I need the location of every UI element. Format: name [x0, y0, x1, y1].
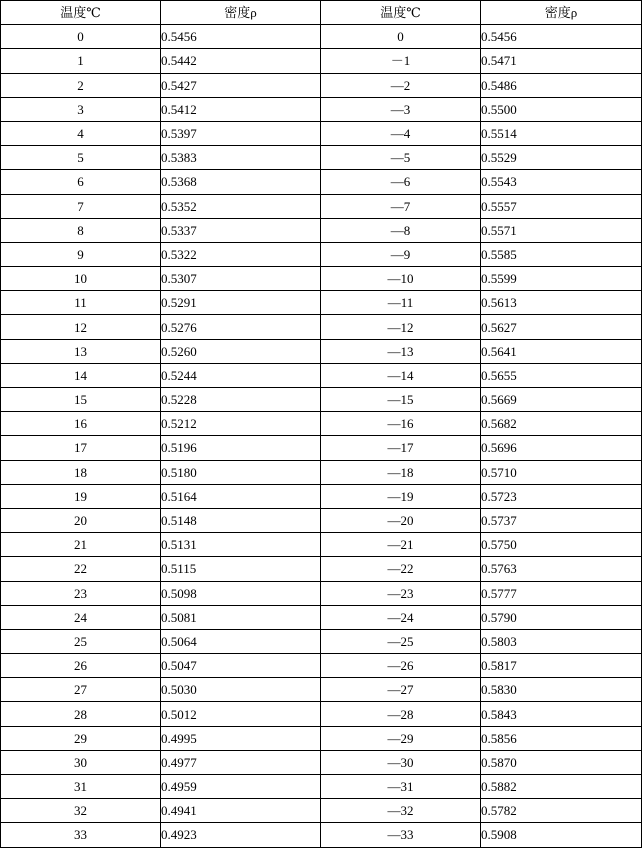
density-left-cell: 0.5030 — [161, 678, 321, 702]
temperature-positive-cell: 26 — [1, 654, 161, 678]
density-right-cell: 0.5486 — [481, 73, 642, 97]
density-right-cell: 0.5696 — [481, 436, 642, 460]
density-right-cell: 0.5655 — [481, 363, 642, 387]
table-row — [1, 460, 642, 484]
temperature-positive-cell: 5 — [1, 146, 161, 170]
table-row — [1, 678, 642, 702]
temperature-negative-cell: —16 — [321, 412, 481, 436]
table-row — [1, 97, 642, 121]
table-row — [1, 823, 642, 847]
temperature-negative-cell: —28 — [321, 702, 481, 726]
table-row — [1, 799, 642, 823]
temperature-negative-cell: —10 — [321, 267, 481, 291]
density-left-cell: 0.5322 — [161, 242, 321, 266]
table-row — [1, 436, 642, 460]
temperature-negative-cell: —18 — [321, 460, 481, 484]
temperature-positive-cell: 29 — [1, 726, 161, 750]
temperature-negative-cell: —33 — [321, 823, 481, 847]
density-right-cell: 0.5723 — [481, 484, 642, 508]
temperature-negative-cell: —23 — [321, 581, 481, 605]
table-row — [1, 49, 642, 73]
density-right-cell: 0.5471 — [481, 49, 642, 73]
table-row — [1, 775, 642, 799]
density-right-cell: 0.5843 — [481, 702, 642, 726]
temperature-negative-cell: —20 — [321, 508, 481, 532]
density-left-cell: 0.4995 — [161, 726, 321, 750]
temperature-negative-cell: —3 — [321, 97, 481, 121]
density-left-cell: 0.4977 — [161, 750, 321, 774]
table-row — [1, 291, 642, 315]
density-right-cell: 0.5456 — [481, 25, 642, 49]
temperature-negative-cell: —7 — [321, 194, 481, 218]
density-right-cell: 0.5817 — [481, 654, 642, 678]
temperature-positive-cell: 4 — [1, 121, 161, 145]
density-left-cell: 0.4959 — [161, 775, 321, 799]
temperature-negative-cell: —5 — [321, 146, 481, 170]
density-right-cell: 0.5529 — [481, 146, 642, 170]
temperature-positive-cell: 6 — [1, 170, 161, 194]
density-left-cell: 0.4941 — [161, 799, 321, 823]
density-right-cell: 0.5830 — [481, 678, 642, 702]
density-left-cell: 0.5180 — [161, 460, 321, 484]
temperature-negative-cell: —8 — [321, 218, 481, 242]
temperature-positive-cell: 11 — [1, 291, 161, 315]
table-row — [1, 484, 642, 508]
temperature-positive-cell: 27 — [1, 678, 161, 702]
temperature-positive-cell: 10 — [1, 267, 161, 291]
density-right-cell: 0.5682 — [481, 412, 642, 436]
table-row — [1, 170, 642, 194]
temperature-positive-cell: 24 — [1, 605, 161, 629]
temperature-negative-cell: —32 — [321, 799, 481, 823]
density-right-cell: 0.5500 — [481, 97, 642, 121]
temperature-positive-cell: 28 — [1, 702, 161, 726]
density-left-cell: 0.5260 — [161, 339, 321, 363]
density-left-cell: 0.5383 — [161, 146, 321, 170]
table-row — [1, 121, 642, 145]
density-left-cell: 0.5196 — [161, 436, 321, 460]
header-row — [1, 1, 642, 25]
temperature-positive-cell: 7 — [1, 194, 161, 218]
temperature-positive-cell: 25 — [1, 629, 161, 653]
temperature-negative-cell: —14 — [321, 363, 481, 387]
temperature-negative-cell: —26 — [321, 654, 481, 678]
density-left-cell: 0.5427 — [161, 73, 321, 97]
temperature-positive-cell: 19 — [1, 484, 161, 508]
temperature-negative-cell: —25 — [321, 629, 481, 653]
temperature-negative-cell: 0 — [321, 25, 481, 49]
temperature-positive-cell: 9 — [1, 242, 161, 266]
density-left-cell: 0.5064 — [161, 629, 321, 653]
temperature-negative-cell: —21 — [321, 533, 481, 557]
table-row — [1, 557, 642, 581]
table-row — [1, 146, 642, 170]
table-row — [1, 73, 642, 97]
temperature-negative-cell: —6 — [321, 170, 481, 194]
table-body — [1, 25, 642, 847]
density-left-cell: 0.5307 — [161, 267, 321, 291]
density-left-cell: 0.5098 — [161, 581, 321, 605]
table-row — [1, 750, 642, 774]
density-right-cell: 0.5908 — [481, 823, 642, 847]
density-left-cell: 0.5148 — [161, 508, 321, 532]
temperature-positive-cell: 2 — [1, 73, 161, 97]
density-left-cell: 0.5456 — [161, 25, 321, 49]
density-right-cell: 0.5777 — [481, 581, 642, 605]
temperature-positive-cell: 13 — [1, 339, 161, 363]
temperature-positive-cell: 22 — [1, 557, 161, 581]
density-left-cell: 0.5397 — [161, 121, 321, 145]
density-right-cell: 0.5856 — [481, 726, 642, 750]
temperature-positive-cell: 1 — [1, 49, 161, 73]
temperature-negative-cell: —27 — [321, 678, 481, 702]
density-right-cell: 0.5710 — [481, 460, 642, 484]
temperature-positive-cell: 23 — [1, 581, 161, 605]
table-row — [1, 242, 642, 266]
temperature-negative-cell: —29 — [321, 726, 481, 750]
table-row — [1, 581, 642, 605]
table-row — [1, 388, 642, 412]
density-right-cell: 0.5763 — [481, 557, 642, 581]
temperature-negative-cell: —17 — [321, 436, 481, 460]
density-right-cell: 0.5585 — [481, 242, 642, 266]
temperature-negative-cell: —24 — [321, 605, 481, 629]
temperature-negative-cell: —11 — [321, 291, 481, 315]
header-density-left: 密度ρ — [161, 1, 321, 25]
table-row — [1, 218, 642, 242]
table-row — [1, 267, 642, 291]
density-left-cell: 0.5276 — [161, 315, 321, 339]
density-left-cell: 0.5442 — [161, 49, 321, 73]
density-right-cell: 0.5557 — [481, 194, 642, 218]
temperature-positive-cell: 33 — [1, 823, 161, 847]
density-right-cell: 0.5737 — [481, 508, 642, 532]
table-row — [1, 629, 642, 653]
temperature-negative-cell: －1 — [321, 49, 481, 73]
temperature-negative-cell: —15 — [321, 388, 481, 412]
temperature-negative-cell: —31 — [321, 775, 481, 799]
table-row — [1, 726, 642, 750]
temperature-positive-cell: 14 — [1, 363, 161, 387]
temperature-positive-cell: 3 — [1, 97, 161, 121]
density-left-cell: 0.5244 — [161, 363, 321, 387]
density-right-cell: 0.5803 — [481, 629, 642, 653]
density-right-cell: 0.5627 — [481, 315, 642, 339]
density-left-cell: 0.5368 — [161, 170, 321, 194]
temperature-negative-cell: —19 — [321, 484, 481, 508]
density-left-cell: 0.5337 — [161, 218, 321, 242]
density-right-cell: 0.5669 — [481, 388, 642, 412]
density-left-cell: 0.5047 — [161, 654, 321, 678]
table-row — [1, 25, 642, 49]
table-row — [1, 315, 642, 339]
density-left-cell: 0.5081 — [161, 605, 321, 629]
table-header — [1, 1, 642, 25]
table-row — [1, 605, 642, 629]
temperature-negative-cell: —9 — [321, 242, 481, 266]
density-left-cell: 0.5164 — [161, 484, 321, 508]
temperature-negative-cell: —4 — [321, 121, 481, 145]
density-left-cell: 0.5012 — [161, 702, 321, 726]
density-right-cell: 0.5790 — [481, 605, 642, 629]
density-right-cell: 0.5882 — [481, 775, 642, 799]
temperature-positive-cell: 20 — [1, 508, 161, 532]
density-right-cell: 0.5599 — [481, 267, 642, 291]
density-left-cell: 0.5131 — [161, 533, 321, 557]
density-left-cell: 0.5352 — [161, 194, 321, 218]
temperature-negative-cell: —22 — [321, 557, 481, 581]
density-left-cell: 0.5212 — [161, 412, 321, 436]
density-left-cell: 0.4923 — [161, 823, 321, 847]
temperature-positive-cell: 18 — [1, 460, 161, 484]
temperature-positive-cell: 17 — [1, 436, 161, 460]
density-left-cell: 0.5412 — [161, 97, 321, 121]
table-row — [1, 533, 642, 557]
temperature-positive-cell: 16 — [1, 412, 161, 436]
table-row — [1, 654, 642, 678]
density-right-cell: 0.5641 — [481, 339, 642, 363]
table-row — [1, 508, 642, 532]
temperature-negative-cell: —2 — [321, 73, 481, 97]
density-left-cell: 0.5291 — [161, 291, 321, 315]
temperature-positive-cell: 12 — [1, 315, 161, 339]
table-row — [1, 702, 642, 726]
density-right-cell: 0.5782 — [481, 799, 642, 823]
density-right-cell: 0.5514 — [481, 121, 642, 145]
table-row — [1, 363, 642, 387]
table-row — [1, 194, 642, 218]
table-row — [1, 412, 642, 436]
temperature-positive-cell: 21 — [1, 533, 161, 557]
density-right-cell: 0.5543 — [481, 170, 642, 194]
table-row — [1, 339, 642, 363]
header-temperature-right: 温度℃ — [321, 1, 481, 25]
density-right-cell: 0.5870 — [481, 750, 642, 774]
header-temperature-left: 温度℃ — [1, 1, 161, 25]
temperature-negative-cell: —30 — [321, 750, 481, 774]
temperature-positive-cell: 31 — [1, 775, 161, 799]
density-left-cell: 0.5228 — [161, 388, 321, 412]
temperature-negative-cell: —13 — [321, 339, 481, 363]
density-right-cell: 0.5750 — [481, 533, 642, 557]
temperature-positive-cell: 0 — [1, 25, 161, 49]
temperature-positive-cell: 15 — [1, 388, 161, 412]
density-right-cell: 0.5613 — [481, 291, 642, 315]
header-density-right: 密度ρ — [481, 1, 642, 25]
temperature-positive-cell: 8 — [1, 218, 161, 242]
density-right-cell: 0.5571 — [481, 218, 642, 242]
temperature-negative-cell: —12 — [321, 315, 481, 339]
temperature-positive-cell: 32 — [1, 799, 161, 823]
temperature-positive-cell: 30 — [1, 750, 161, 774]
density-left-cell: 0.5115 — [161, 557, 321, 581]
